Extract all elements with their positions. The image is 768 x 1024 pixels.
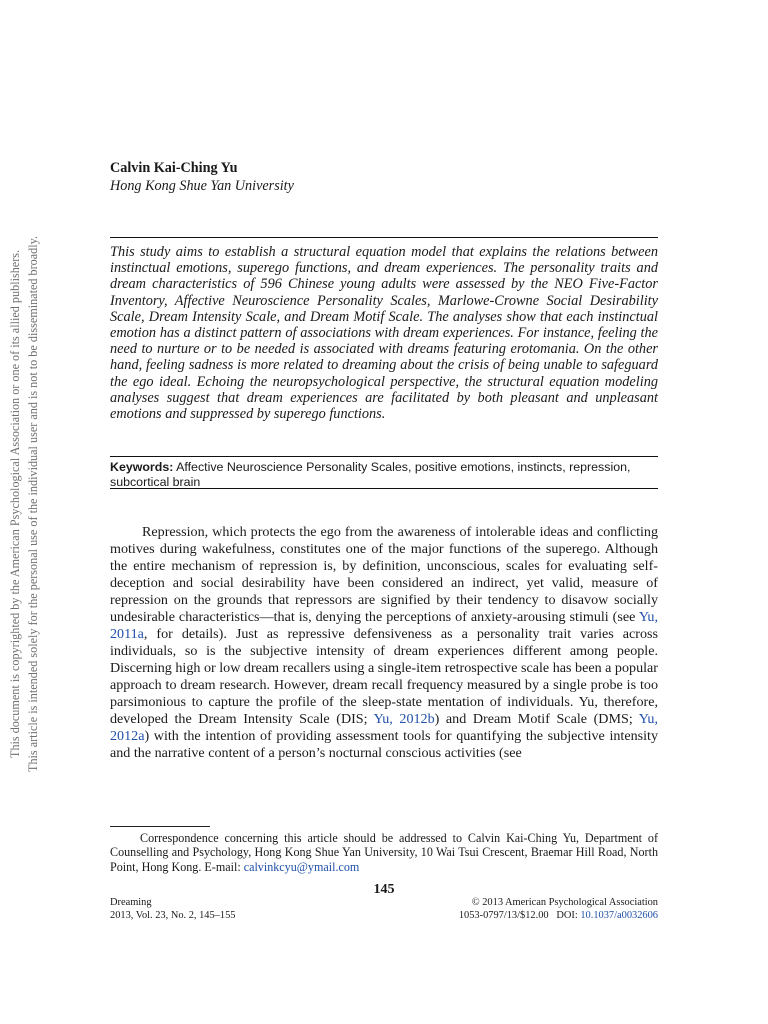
issn-doi-line xyxy=(459,910,658,923)
keywords-label: Keywords: xyxy=(110,460,174,474)
footnote-text: Correspondence concerning this article should be addressed to Calvin Kai-Ching Yu, Department of Counselling and Psychology, Hong Kong Shue Yan University, 10 Wai Tsui Crescent, Braemar Hill Road, North Point, Hong Kong. E-mail: xyxy=(110,831,658,874)
abstract: This study aims to establish a structural equation model that explains the relations between instinctual emotions, superego functions, and dream experiences. The personality traits and dream characteristics of 596 Chinese young adults were assessed by the NEO Five-Factor Inventory, Affective Neuroscience Personality Scales, Marlowe-Crowne Social Desirability Scale, Dream Intensity Scale, and Dream Motif Scale. The analyses show that each instinctual emotion has a distinct pattern of associations with dream experiences. For instance, feeling the need to nurture or to be needed is associated with dreams featuring erotomania. On the other hand, feeling sadness is more related to dreaming about the crisis of being unable to safeguard the ego ideal. Echoing the neuropsychological perspective, the structural equation modeling analyses suggest that dream experiences are facilitated by both pleasant and unpleasant emotions and suppressed by superego functions. xyxy=(110,244,658,423)
watermark-line-2: This article is intended solely for the personal use of the individual user and is not to be disseminated broadly. xyxy=(26,235,40,772)
email-link[interactable]: calvinkcyu@ymail.com xyxy=(243,859,360,874)
journal-volume: 2013, Vol. 23, No. 2, 145–155 xyxy=(110,909,236,921)
copyright-notice: © 2013 American Psychological Association xyxy=(471,897,658,908)
keywords-bottom-rule xyxy=(110,488,658,489)
abstract-bottom-rule xyxy=(110,456,658,457)
journal-name: Dreaming xyxy=(110,897,152,908)
body-text-1: Repression, which protects the ego from the awareness of intolerable ideas and conflicting motives during wakefulness, constitutes one of the major functions of the superego. Although the entire mechanism of repression is, by definition, unconscious, scales for evaluating self-deception and social desirability have been considered an indirect, yet valid, measure of repression on the grounds that repressors are signified by their tendency to disavow socially undesirable characteristics—that is, denying the perceptions of anxiety-arousing stimuli (see xyxy=(110,524,658,625)
watermark-line-1: This document is copyrighted by the American Psychological Association or one of its allied publishers. xyxy=(8,249,22,758)
copyright-watermark xyxy=(6,210,46,770)
author-affiliation: Hong Kong Shue Yan University xyxy=(110,178,294,194)
journal-info xyxy=(110,897,235,922)
keywords xyxy=(110,460,658,490)
author-name: Calvin Kai-Ching Yu xyxy=(110,160,238,176)
correspondence-footnote xyxy=(110,831,658,874)
doi-link[interactable]: 10.1037/a0032606 xyxy=(580,909,658,921)
keywords-text: Affective Neuroscience Personality Scales, positive emotions, instincts, repression, subcortical brain xyxy=(110,460,631,489)
body-text-4: ) with the intention of providing assessment tools for quantifying the subjective intensity and the narrative content of a person’s nocturnal conscious activities (see xyxy=(110,728,658,761)
body-text-3: ) and Dream Motif Scale (DMS; xyxy=(434,711,639,727)
citation-link-yu-2011a[interactable]: Yu, 2011a xyxy=(110,609,658,642)
abstract-top-rule xyxy=(110,237,658,238)
citation-link-yu-2012b[interactable]: Yu, 2012b xyxy=(373,711,435,727)
body-text-2: , for details). Just as repressive defensiveness as a personality trait varies across individuals, so is the subjective intensity of dream experiences different among people. Discerning high or low dream recallers using a single-item retrospective scale has been a popular approach to dream research. However, dream recall frequency measured by a single probe is too parsimonious to capture the profile of the sleep-state mentation of individuals. Yu, therefore, developed the Dream Intensity Scale (DIS; xyxy=(110,626,658,727)
publication-info xyxy=(459,897,658,922)
citation-link-yu-2012a[interactable]: Yu, 2012a xyxy=(110,711,658,744)
page-number: 145 xyxy=(373,882,395,897)
issn-price: 1053-0797/13/$12.00 xyxy=(458,909,549,921)
body-paragraph xyxy=(110,524,658,762)
footnote-rule xyxy=(110,826,210,827)
doi-label: DOI: xyxy=(556,909,578,921)
